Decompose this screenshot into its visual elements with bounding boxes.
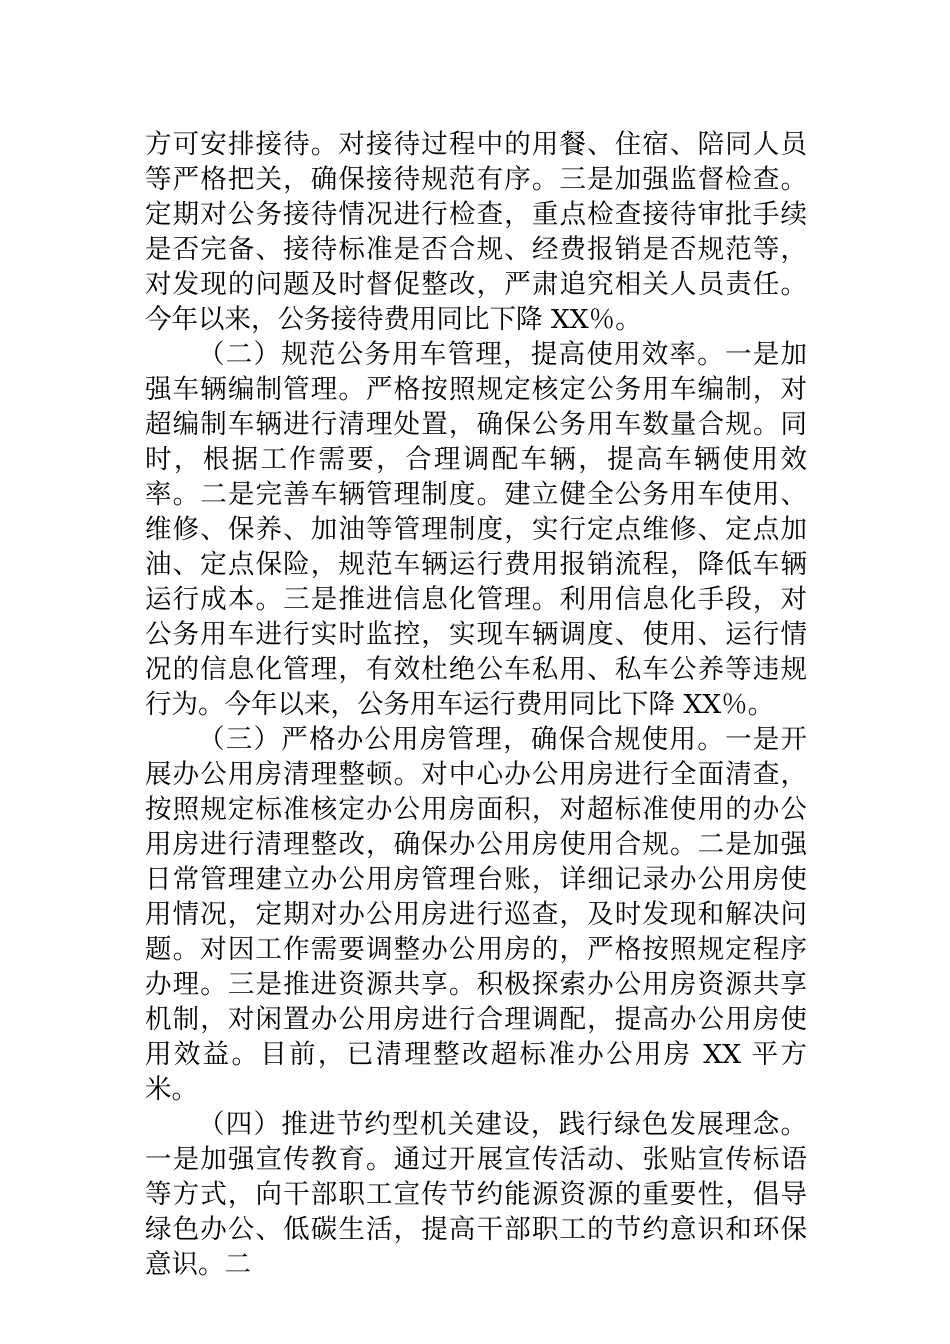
paragraph-section-3-office-space: （三）严格办公用房管理，确保合规使用。一是开展办公用房清理整顿。对中心办公用房进行全面清查，按照规定标准核定办公用房面积，对超标准使用的办公用房进行清理整改，确保办公用房使用合规。二是加强日常管理建立办公用房管理台账，详细记录办公用房使用情况，定期对办公用房进行巡查，及时发现和解决问题。对因工作需要调整办公用房的，严格按照规定程序办理。三是推进资源共享。积极探索办公用房资源共享机制，对闲置办公用房进行合理调配，提高办公用房使用效益。目前，已清理整改超标准办公用房 XX 平方米。 <box>145 724 807 1105</box>
paragraph-section-4-conservation: （四）推进节约型机关建设，践行绿色发展理念。一是加强宣传教育。通过开展宣传活动、张贴宣传标语等方式，向干部职工宣传节约能源资源的重要性，倡导绿色办公、低碳生活，提高干部职工的节约意识和环保意识。二 <box>145 1109 807 1280</box>
paragraph-continuation-reception: 方可安排接待。对接待过程中的用餐、住宿、陪同人员等严格把关，确保接待规范有序。三是加强监督检查。定期对公务接待情况进行检查，重点检查接待审批手续是否完备、接待标准是否合规、经费报销是否规范等，对发现的问题及时督促整改，严肃追究相关人员责任。今年以来，公务接待费用同比下降 XX％。 <box>145 129 807 335</box>
paragraph-section-2-official-vehicles: （二）规范公务用车管理，提高使用效率。一是加强车辆编制管理。严格按照规定核定公务用车编制，对超编制车辆进行清理处置，确保公务用车数量合规。同时，根据工作需要，合理调配车辆，提高车辆使用效率。二是完善车辆管理制度。建立健全公务用车使用、维修、保养、加油等管理制度，实行定点维修、定点加油、定点保险，规范车辆运行费用报销流程，降低车辆运行成本。三是推进信息化管理。利用信息化手段，对公务用车进行实时监控，实现车辆调度、使用、运行情况的信息化管理，有效杜绝公车私用、私车公养等违规行为。今年以来，公务用车运行费用同比下降 XX％。 <box>145 339 807 720</box>
document-body <box>145 127 807 1282</box>
